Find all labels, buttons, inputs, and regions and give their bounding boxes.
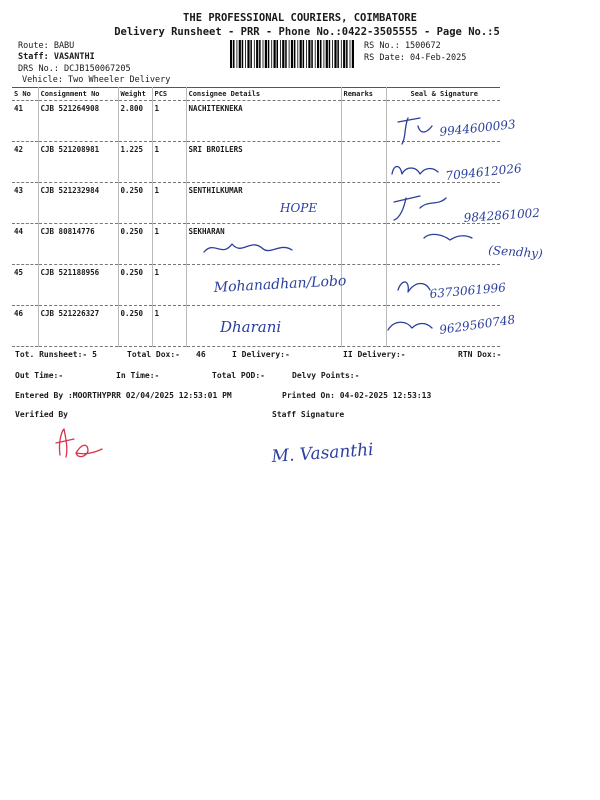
row45-name: Mohanadhan/Lobo bbox=[213, 273, 347, 296]
barcode-bar bbox=[329, 40, 331, 68]
table-row bbox=[12, 142, 500, 183]
cell-weight: 0.250 bbox=[118, 224, 152, 265]
cell-remarks bbox=[341, 224, 386, 265]
vehicle-label: Vehicle: Two Wheeler Delivery bbox=[22, 75, 171, 85]
total-dox-value: 46 bbox=[196, 350, 206, 359]
barcode-bar bbox=[289, 40, 290, 68]
barcode-bar bbox=[242, 40, 244, 68]
cell-consignment: CJB 521264908 bbox=[38, 101, 118, 142]
staff-label: Staff: VASANTHI bbox=[18, 52, 95, 62]
cell-pcs: 1 bbox=[152, 101, 186, 142]
table-header-row bbox=[12, 88, 500, 101]
barcode-bar bbox=[341, 40, 342, 68]
cell-sno: 42 bbox=[14, 145, 24, 154]
barcode-bar bbox=[317, 40, 319, 68]
cell-weight: 0.250 bbox=[118, 183, 152, 224]
cell-consignee: NACHITEKNEKA bbox=[186, 101, 341, 142]
cell-sno: 43 bbox=[14, 186, 24, 195]
cell-weight: 1.225 bbox=[118, 142, 152, 183]
barcode-bar bbox=[250, 40, 252, 68]
cell-pcs: 1 bbox=[152, 265, 186, 306]
cell-consignee bbox=[186, 306, 341, 347]
out-time: Out Time:- bbox=[15, 371, 64, 380]
delvy-points: Delvy Points:- bbox=[292, 371, 360, 380]
barcode-bar bbox=[263, 40, 264, 68]
tot-runsheet: Tot. Runsheet:- 5 bbox=[15, 350, 97, 359]
cell-pcs: 1 bbox=[152, 224, 186, 265]
col-consignment: Consignment No bbox=[38, 88, 118, 101]
barcode-bar bbox=[239, 40, 241, 68]
cell-pcs: 1 bbox=[152, 306, 186, 347]
barcode-bar bbox=[332, 40, 333, 68]
barcode-bar bbox=[256, 40, 258, 68]
total-pod: Total POD:- bbox=[212, 371, 265, 380]
barcode-bar bbox=[346, 40, 348, 68]
verified-by-label: Verified By bbox=[15, 410, 68, 419]
barcode-image bbox=[230, 40, 355, 68]
row46-name: Dharani bbox=[220, 318, 282, 336]
barcode-bar bbox=[300, 40, 302, 68]
row45-phone: 6373061996 bbox=[429, 280, 507, 301]
staff-signature-label: Staff Signature bbox=[272, 410, 345, 419]
barcode-bar bbox=[311, 40, 313, 68]
table-row bbox=[12, 183, 500, 224]
cell-consignee: SRI BROILERS bbox=[186, 142, 341, 183]
barcode-bar bbox=[237, 40, 238, 68]
barcode-bar bbox=[334, 40, 336, 68]
barcode-bar bbox=[271, 40, 272, 68]
cell-consignment: CJB 521188956 bbox=[38, 265, 118, 306]
cell-consignment: CJB 521226327 bbox=[38, 306, 118, 347]
barcode-bar bbox=[268, 40, 270, 68]
signature-stroke bbox=[56, 429, 102, 457]
cell-remarks bbox=[341, 265, 386, 306]
cell-pcs: 1 bbox=[152, 142, 186, 183]
cell-sno: 45 bbox=[14, 268, 24, 277]
cell-signature bbox=[386, 265, 500, 306]
col-sno: S No bbox=[14, 90, 31, 98]
cell-remarks bbox=[341, 101, 386, 142]
barcode-bar bbox=[308, 40, 310, 68]
barcode-bar bbox=[233, 40, 235, 68]
route-label: Route: BABU bbox=[18, 41, 75, 51]
barcode-bar bbox=[303, 40, 305, 68]
drs-number: DRS No.: DCJB150067205 bbox=[18, 64, 131, 74]
barcode-bar bbox=[259, 40, 261, 68]
ii-delivery: II Delivery:- bbox=[343, 350, 406, 359]
barcode-bar bbox=[324, 40, 325, 68]
runsheet-table bbox=[12, 87, 500, 347]
cell-remarks bbox=[341, 183, 386, 224]
staff-signature bbox=[268, 430, 398, 474]
col-signature: Seal & Signature bbox=[386, 88, 500, 101]
cell-consignee: SENTHILKUMAR bbox=[186, 183, 341, 224]
barcode-bar bbox=[254, 40, 255, 68]
cell-weight: 0.250 bbox=[118, 306, 152, 347]
col-pcs: PCS bbox=[152, 88, 186, 101]
barcode-bar bbox=[297, 40, 298, 68]
cell-consignee bbox=[186, 265, 341, 306]
barcode-bar bbox=[337, 40, 339, 68]
total-dox-label: Total Dox:- bbox=[127, 350, 180, 359]
cell-remarks bbox=[341, 142, 386, 183]
barcode-bar bbox=[320, 40, 322, 68]
barcode-bar bbox=[280, 40, 281, 68]
rtn-dox: RTN Dox:- bbox=[458, 350, 502, 359]
row43-remark: HOPE bbox=[280, 201, 318, 215]
rs-date: RS Date: 04-Feb-2025 bbox=[364, 53, 467, 63]
table-row bbox=[12, 265, 500, 306]
cell-consignee: SEKHARAN bbox=[186, 224, 341, 265]
barcode-bar bbox=[274, 40, 276, 68]
cell-sno: 46 bbox=[14, 309, 24, 318]
cell-consignment: CJB 80814776 bbox=[38, 224, 118, 265]
barcode-bar bbox=[247, 40, 249, 68]
cell-signature bbox=[386, 183, 500, 224]
barcode-bar bbox=[277, 40, 279, 68]
entered-by: Entered By :MOORTHYPRR 02/04/2025 12:53:01 PM bbox=[15, 391, 232, 400]
table-row bbox=[12, 306, 500, 347]
cell-sno: 41 bbox=[14, 104, 24, 113]
runsheet-subtitle: Delivery Runsheet - PRR - Phone No.:0422-3505555 - Page No.:5 bbox=[114, 26, 500, 38]
cell-signature bbox=[386, 101, 500, 142]
table-row bbox=[12, 224, 500, 265]
cell-signature bbox=[386, 142, 500, 183]
cell-remarks bbox=[341, 306, 386, 347]
barcode-bar bbox=[245, 40, 246, 68]
row41-phone: 9944600093 bbox=[438, 117, 517, 139]
verified-signature bbox=[52, 425, 112, 461]
barcode-bar bbox=[306, 40, 307, 68]
table-row bbox=[12, 101, 500, 142]
barcode-bar bbox=[265, 40, 267, 68]
barcode-bar bbox=[282, 40, 284, 68]
barcode-bar bbox=[315, 40, 316, 68]
col-remarks: Remarks bbox=[341, 88, 386, 101]
row43-phone: 9842861002 bbox=[463, 205, 541, 225]
cell-consignment: CJB 521232984 bbox=[38, 183, 118, 224]
barcode-bar bbox=[285, 40, 287, 68]
row44-note: (Sendhy) bbox=[487, 243, 544, 261]
cell-consignment: CJB 521208981 bbox=[38, 142, 118, 183]
i-delivery: I Delivery:- bbox=[232, 350, 290, 359]
row42-phone: 7094612026 bbox=[444, 161, 523, 183]
row46-phone: 9629560748 bbox=[438, 312, 517, 337]
rs-number: RS No.: 1500672 bbox=[364, 41, 441, 51]
barcode-bar bbox=[343, 40, 345, 68]
cell-weight: 2.800 bbox=[118, 101, 152, 142]
barcode-bar bbox=[352, 40, 354, 68]
cell-pcs: 1 bbox=[152, 183, 186, 224]
col-weight: Weight bbox=[118, 88, 152, 101]
barcode-bar bbox=[350, 40, 351, 68]
barcode-bar bbox=[291, 40, 293, 68]
cell-signature bbox=[386, 224, 500, 265]
barcode-bar bbox=[230, 40, 232, 68]
barcode-bar bbox=[294, 40, 296, 68]
printed-on: Printed On: 04-02-2025 12:53:13 bbox=[282, 391, 432, 400]
in-time: In Time:- bbox=[116, 371, 160, 380]
cell-weight: 0.250 bbox=[118, 265, 152, 306]
cell-signature bbox=[386, 306, 500, 347]
cell-sno: 44 bbox=[14, 227, 24, 236]
company-title: THE PROFESSIONAL COURIERS, COIMBATORE bbox=[183, 12, 417, 24]
barcode-bar bbox=[326, 40, 328, 68]
staff-signature-text: M. Vasanthi bbox=[270, 439, 375, 467]
col-consignee: Consignee Details bbox=[186, 88, 341, 101]
